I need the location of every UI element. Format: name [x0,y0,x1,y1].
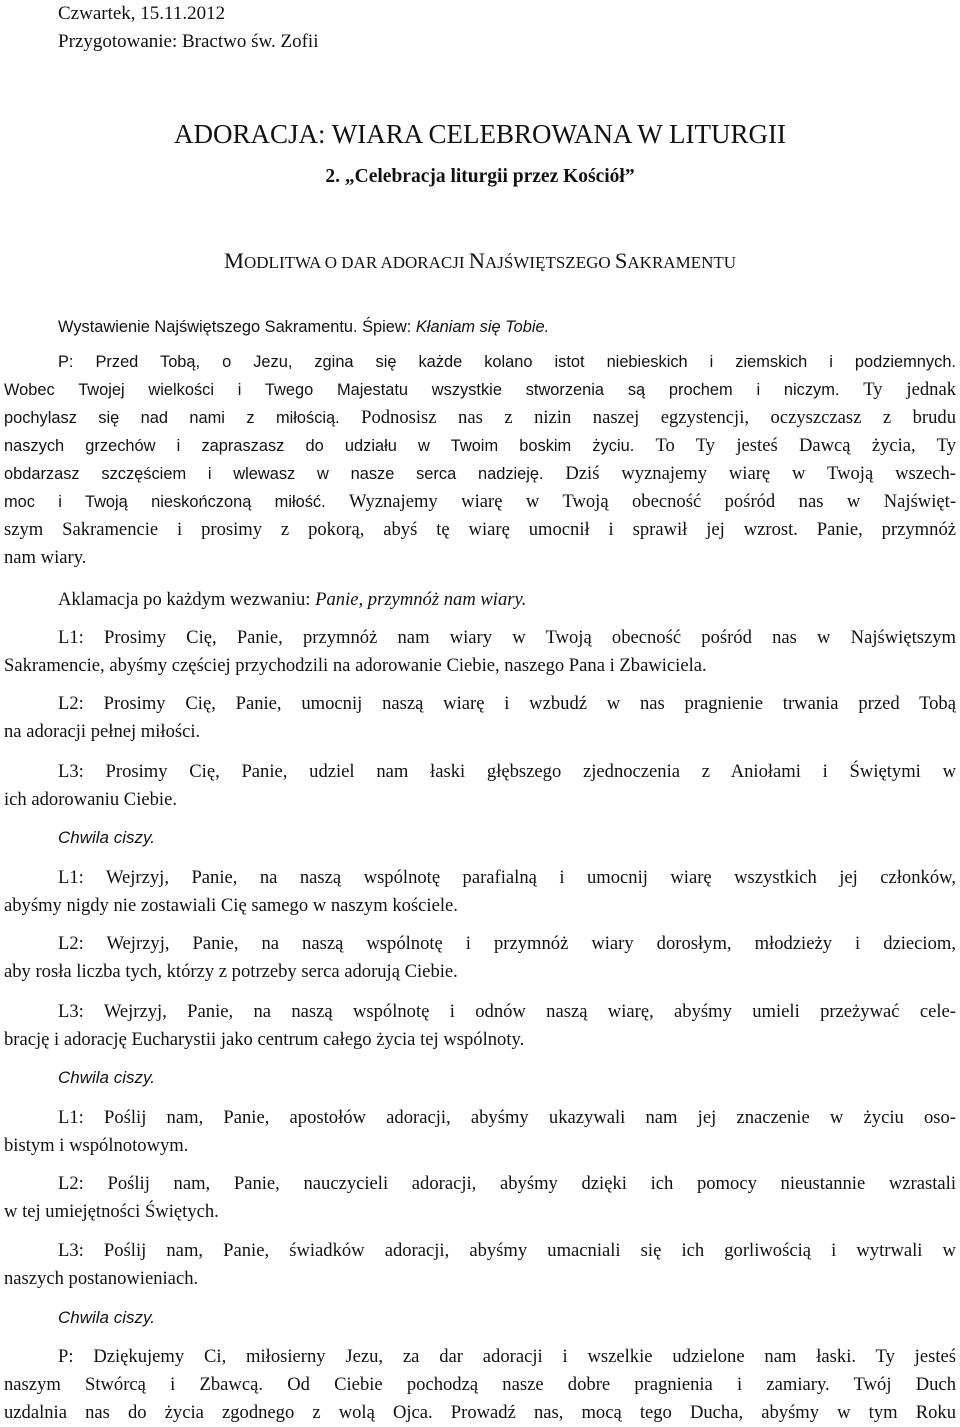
exposition-line: Wystawienie Najświętszego Sakramentu. Śpiew: Kłaniam się Tobie. [58,318,550,336]
invocation-8: L2: Poślij nam, Panie, nauczycieli adoracji, abyśmy dzięki ich pomocy nieustannie wzrastali w tej umiejętności Świętych. [4,1173,956,1222]
date-line: Czwartek, 15.11.2012 [58,3,226,24]
song-title: Kłaniam się Tobie. [415,318,550,336]
invocation-6: L3: Wejrzyj, Panie, na naszą wspólnotę i odnów naszą wiarę, abyśmy umieli przeżywać cele- brację i adorację Eucharystii jako centrum całego życia tej wspólnoty. [4,1001,956,1050]
page-title: ADORACJA: WIARA CELEBROWANA W LITURGII [174,119,786,149]
prepared-by-line: Przygotowanie: Bractwo św. Zofii [58,31,319,52]
invocation-7: L1: Poślij nam, Panie, apostołów adoracji, abyśmy ukazywali nam jej znaczenie w życiu oso- bistym i wspólnotowym. [4,1107,956,1156]
invocation-3: L3: Prosimy Cię, Panie, udziel nam łaski głębszego zjednoczenia z Aniołami i Świętymi w ich adorowaniu Ciebie. [4,761,956,810]
page-subtitle: 2. „Celebracja liturgii przez Kościół” [325,166,635,187]
pause-label: Chwila ciszy. [58,1308,155,1327]
closing-prayer: P: Dziękujemy Ci, miłosierny Jezu, za dar adoracji i wszelkie udzielone nam łaski. Ty jesteś naszym Stwórcą i Zbawcą. Od Ciebie pochodzą nasze dobre pragnienia i zamiary. Twój Duch uzdalnia nas do życia zgodnego z wolą Ojca. Prowadź nas, mocą tego Ducha, abyśmy w tym Roku [4,1346,956,1423]
invocation-4: L1: Wejrzyj, Panie, na naszą wspólnotę parafialną i umocnij wiarę wszystkich jej członków, abyśmy nigdy nie zostawiali Cię samego w naszym kościele. [4,867,956,916]
priest-prayer: P: Przed Tobą, o Jezu, zgina się każde kolano istot niebieskich i ziemskich i podziemnych. Wobec Twojej wielkości i Twego Majestatu wszystkie stworzenia są prochem i niczym. Ty jednak pochylasz się nad nami z miłością. Podnosisz nas z nizin naszej egzystencji, oczyszczasz z brudu naszych grzechów i zapraszasz do udziału w Twoim boskim życiu. To Ty jesteś Dawcą życia, Ty obdarzasz szczęściem i wlewasz w nasze serca nadzieję. Dziś wyznajemy wiarę w Twoją wszech- moc i Twoją nieskończoną miłość. Wyznajemy wiarę w Twoją obecność pośród nas w Najświęt- szym Sakramencie i prosimy z pokorą, abyś tę wiarę umocnił i sprawił jej wzrost. Panie, przymnóż nam wiary. [4,353,957,568]
acclamation-line: Aklamacja po każdym wezwaniu: Panie, przymnóż nam wiary. [58,589,527,610]
acclamation-response: Panie, przymnóż nam wiary. [315,589,527,610]
pause-label: Chwila ciszy. [58,828,155,847]
prayer-heading: MODLITWA O DAR ADORACJI NAJŚWIĘTSZEGO SAKRAMENTU [223,248,737,273]
invocation-9: L3: Poślij nam, Panie, świadków adoracji, abyśmy umacniali się ich gorliwością i wytrwali w naszych postanowieniach. [4,1240,956,1289]
invocation-1: L1: Prosimy Cię, Panie, przymnóż nam wiary w Twoją obecność pośród nas w Najświętszym Sakramencie, abyśmy częściej przychodzili na adorowanie Ciebie, naszego Pana i Zbawiciela. [4,627,956,676]
invocation-5: L2: Wejrzyj, Panie, na naszą wspólnotę i przymnóż wiary dorosłym, młodzieży i dzieciom, aby rosła liczba tych, którzy z potrzeby serca adorują Ciebie. [4,933,956,982]
pause-label: Chwila ciszy. [58,1068,155,1087]
invocation-2: L2: Prosimy Cię, Panie, umocnij naszą wiarę i wzbudź w nas pragnienie trwania przed Tobą na adoracji pełnej miłości. [4,693,956,742]
